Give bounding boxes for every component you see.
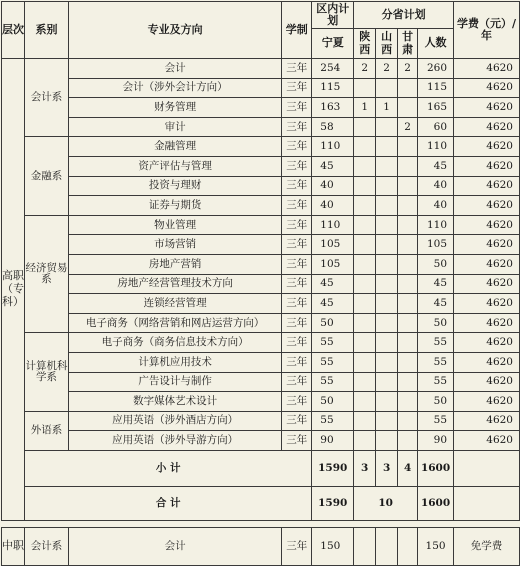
ningxia-cell: 50 xyxy=(312,392,354,412)
gansu-cell xyxy=(398,254,418,274)
table-row xyxy=(2,352,520,372)
total-cell: 90 xyxy=(418,431,454,451)
department-cell: 计算机科学系 xyxy=(25,333,69,411)
department-cell: 会计系 xyxy=(25,59,69,137)
shaanxi-cell xyxy=(354,411,376,431)
table-row xyxy=(2,215,520,235)
table-row xyxy=(2,294,520,314)
fee-cell: 4620 xyxy=(454,392,520,412)
shanxi-cell xyxy=(376,196,398,216)
shanxi-cell xyxy=(376,372,398,392)
gansu-cell xyxy=(398,431,418,451)
shanxi-cell xyxy=(376,176,398,196)
table-row xyxy=(2,411,520,431)
major-cell: 电子商务（网络营销和网店运营方向） xyxy=(68,313,281,333)
header-shanxi: 山西 xyxy=(376,29,398,59)
shaanxi-cell xyxy=(354,156,376,176)
shaanxi-cell xyxy=(354,392,376,412)
table-row xyxy=(2,254,520,274)
total-cell: 55 xyxy=(418,352,454,372)
table-row xyxy=(2,78,520,98)
gansu-cell xyxy=(398,372,418,392)
table-row xyxy=(2,274,520,294)
ningxia-cell: 254 xyxy=(312,59,354,79)
ningxia-cell: 45 xyxy=(312,294,354,314)
fee-cell: 4620 xyxy=(454,333,520,353)
subtotal-ningxia: 1590 xyxy=(312,450,354,486)
ningxia-cell: 45 xyxy=(312,156,354,176)
shaanxi-cell xyxy=(354,294,376,314)
table-row xyxy=(2,117,520,137)
fee-cell: 4620 xyxy=(454,196,520,216)
duration-cell: 三年 xyxy=(282,117,312,137)
subtotal-gansu: 4 xyxy=(398,450,418,486)
shanxi-cell xyxy=(376,411,398,431)
zhongzhi-shanxi xyxy=(376,527,398,565)
shanxi-cell xyxy=(376,431,398,451)
duration-cell: 三年 xyxy=(282,59,312,79)
major-cell: 审计 xyxy=(68,117,281,137)
ningxia-cell: 110 xyxy=(312,215,354,235)
duration-cell: 三年 xyxy=(282,98,312,118)
fee-cell: 4620 xyxy=(454,431,520,451)
total-cell: 260 xyxy=(418,59,454,79)
ningxia-cell: 55 xyxy=(312,352,354,372)
shaanxi-cell xyxy=(354,117,376,137)
total-cell: 50 xyxy=(418,313,454,333)
shanxi-cell xyxy=(376,333,398,353)
table-body xyxy=(2,59,520,566)
shaanxi-cell: 1 xyxy=(354,98,376,118)
zhongzhi-major: 会计 xyxy=(68,527,281,565)
total-cell: 40 xyxy=(418,176,454,196)
shaanxi-cell xyxy=(354,352,376,372)
subtotal-shanxi: 3 xyxy=(376,450,398,486)
shaanxi-cell: 2 xyxy=(354,59,376,79)
ningxia-cell: 45 xyxy=(312,274,354,294)
major-cell: 金融管理 xyxy=(68,137,281,157)
header-total: 人数 xyxy=(418,29,454,59)
zhongzhi-gansu xyxy=(398,527,418,565)
shanxi-cell xyxy=(376,137,398,157)
total-cell: 55 xyxy=(418,333,454,353)
duration-cell: 三年 xyxy=(282,254,312,274)
gansu-cell xyxy=(398,333,418,353)
header-major: 专业及方向 xyxy=(68,2,281,59)
shaanxi-cell xyxy=(354,78,376,98)
shanxi-cell xyxy=(376,235,398,255)
total-cell: 60 xyxy=(418,117,454,137)
subtotal-total: 1600 xyxy=(418,450,454,486)
gansu-cell xyxy=(398,294,418,314)
ningxia-cell: 55 xyxy=(312,372,354,392)
shanxi-cell: 2 xyxy=(376,59,398,79)
zhongzhi-shaanxi xyxy=(354,527,376,565)
duration-cell: 三年 xyxy=(282,392,312,412)
ningxia-cell: 55 xyxy=(312,333,354,353)
ningxia-cell: 115 xyxy=(312,78,354,98)
shaanxi-cell xyxy=(354,137,376,157)
total-cell: 55 xyxy=(418,372,454,392)
shanxi-cell xyxy=(376,254,398,274)
duration-cell: 三年 xyxy=(282,352,312,372)
duration-cell: 三年 xyxy=(282,411,312,431)
fee-cell: 4620 xyxy=(454,137,520,157)
enrollment-plan-table xyxy=(1,1,520,566)
total-cell: 110 xyxy=(418,215,454,235)
fee-cell: 4620 xyxy=(454,313,520,333)
gansu-cell xyxy=(398,313,418,333)
table-row xyxy=(2,98,520,118)
gansu-cell xyxy=(398,98,418,118)
shanxi-cell xyxy=(376,117,398,137)
shaanxi-cell xyxy=(354,254,376,274)
duration-cell: 三年 xyxy=(282,156,312,176)
header-ningxia: 宁夏 xyxy=(312,29,354,59)
major-cell: 投资与理财 xyxy=(68,176,281,196)
header-duration: 学制 xyxy=(282,2,312,59)
duration-cell: 三年 xyxy=(282,313,312,333)
shanxi-cell xyxy=(376,313,398,333)
table-row xyxy=(2,156,520,176)
major-cell: 财务管理 xyxy=(68,98,281,118)
fee-cell: 4620 xyxy=(454,156,520,176)
shaanxi-cell xyxy=(354,313,376,333)
major-cell: 电子商务（商务信息技术方向） xyxy=(68,333,281,353)
fee-cell: 4620 xyxy=(454,274,520,294)
grandtotal-label: 合 计 xyxy=(25,486,312,520)
duration-cell: 三年 xyxy=(282,294,312,314)
duration-cell: 三年 xyxy=(282,372,312,392)
grandtotal-row xyxy=(2,486,520,520)
table-row xyxy=(2,372,520,392)
ningxia-cell: 105 xyxy=(312,254,354,274)
major-cell: 广告设计与制作 xyxy=(68,372,281,392)
subtotal-label: 小 计 xyxy=(25,450,312,486)
fee-cell: 4620 xyxy=(454,294,520,314)
duration-cell: 三年 xyxy=(282,176,312,196)
duration-cell: 三年 xyxy=(282,137,312,157)
ningxia-cell: 40 xyxy=(312,176,354,196)
header-shaanxi: 陕西 xyxy=(354,29,376,59)
table-row xyxy=(2,313,520,333)
table-row xyxy=(2,137,520,157)
major-cell: 计算机应用技术 xyxy=(68,352,281,372)
total-cell: 110 xyxy=(418,137,454,157)
major-cell: 应用英语（涉外酒店方向） xyxy=(68,411,281,431)
header-level: 层次 xyxy=(2,2,25,59)
gansu-cell xyxy=(398,196,418,216)
fee-cell: 4620 xyxy=(454,352,520,372)
grandtotal-ningxia: 1590 xyxy=(312,486,354,520)
gansu-cell: 2 xyxy=(398,117,418,137)
total-cell: 40 xyxy=(418,196,454,216)
table-row xyxy=(2,333,520,353)
major-cell: 会计 xyxy=(68,59,281,79)
header-department: 系别 xyxy=(25,2,69,59)
major-cell: 数字媒体艺术设计 xyxy=(68,392,281,412)
shaanxi-cell xyxy=(354,372,376,392)
header-fee: 学费（元）/年 xyxy=(454,2,520,59)
duration-cell: 三年 xyxy=(282,196,312,216)
subtotal-row xyxy=(2,450,520,486)
shaanxi-cell xyxy=(354,196,376,216)
ningxia-cell: 50 xyxy=(312,313,354,333)
gansu-cell xyxy=(398,235,418,255)
fee-cell: 4620 xyxy=(454,372,520,392)
ningxia-cell: 90 xyxy=(312,431,354,451)
major-cell: 证券与期货 xyxy=(68,196,281,216)
zhongzhi-ningxia: 150 xyxy=(312,527,354,565)
gansu-cell: 2 xyxy=(398,59,418,79)
major-cell: 房地产营销 xyxy=(68,254,281,274)
major-cell: 应用英语（涉外导游方向） xyxy=(68,431,281,451)
major-cell: 连锁经营管理 xyxy=(68,294,281,314)
total-cell: 55 xyxy=(418,411,454,431)
shaanxi-cell xyxy=(354,274,376,294)
fee-cell: 4620 xyxy=(454,117,520,137)
major-cell: 市场营销 xyxy=(68,235,281,255)
ningxia-cell: 163 xyxy=(312,98,354,118)
gansu-cell xyxy=(398,176,418,196)
duration-cell: 三年 xyxy=(282,78,312,98)
total-cell: 45 xyxy=(418,156,454,176)
shanxi-cell xyxy=(376,156,398,176)
table-row xyxy=(2,392,520,412)
shanxi-cell xyxy=(376,294,398,314)
duration-cell: 三年 xyxy=(282,215,312,235)
shanxi-cell xyxy=(376,392,398,412)
shaanxi-cell xyxy=(354,176,376,196)
gansu-cell xyxy=(398,78,418,98)
table-row xyxy=(2,176,520,196)
ningxia-cell: 55 xyxy=(312,411,354,431)
fee-cell: 4620 xyxy=(454,411,520,431)
ningxia-cell: 110 xyxy=(312,137,354,157)
gansu-cell xyxy=(398,274,418,294)
fee-cell: 4620 xyxy=(454,235,520,255)
separator-cell xyxy=(2,520,520,527)
major-cell: 物业管理 xyxy=(68,215,281,235)
shanxi-cell xyxy=(376,274,398,294)
header-in-region: 区内计划 xyxy=(312,2,354,29)
fee-cell: 4620 xyxy=(454,78,520,98)
fee-cell: 4620 xyxy=(454,254,520,274)
shaanxi-cell xyxy=(354,215,376,235)
table-row xyxy=(2,196,520,216)
gansu-cell xyxy=(398,137,418,157)
shaanxi-cell xyxy=(354,431,376,451)
fee-cell: 4620 xyxy=(454,215,520,235)
fee-cell: 4620 xyxy=(454,98,520,118)
department-cell: 金融系 xyxy=(25,137,69,215)
table-row xyxy=(2,431,520,451)
shanxi-cell xyxy=(376,352,398,372)
zhongzhi-fee: 免学费 xyxy=(454,527,520,565)
table-row xyxy=(2,235,520,255)
ningxia-cell: 58 xyxy=(312,117,354,137)
duration-cell: 三年 xyxy=(282,333,312,353)
total-cell: 45 xyxy=(418,274,454,294)
total-cell: 45 xyxy=(418,294,454,314)
zhongzhi-row xyxy=(2,527,520,565)
zhongzhi-duration: 三年 xyxy=(282,527,312,565)
zhongzhi-department: 会计系 xyxy=(25,527,69,565)
header-gansu: 甘肃 xyxy=(398,29,418,59)
major-cell: 房地产经营管理技术方向 xyxy=(68,274,281,294)
total-cell: 115 xyxy=(418,78,454,98)
level-gaozhi-cell: 高职（专科） xyxy=(2,59,25,521)
header-provincial: 分省计划 xyxy=(354,2,454,29)
subtotal-fee xyxy=(454,450,520,486)
subtotal-shaanxi: 3 xyxy=(354,450,376,486)
department-cell: 外语系 xyxy=(25,411,69,450)
gansu-cell xyxy=(398,215,418,235)
duration-cell: 三年 xyxy=(282,274,312,294)
shaanxi-cell xyxy=(354,333,376,353)
major-cell: 会计（涉外会计方向） xyxy=(68,78,281,98)
zhongzhi-total: 150 xyxy=(418,527,454,565)
total-cell: 105 xyxy=(418,235,454,255)
ningxia-cell: 40 xyxy=(312,196,354,216)
total-cell: 50 xyxy=(418,254,454,274)
total-cell: 165 xyxy=(418,98,454,118)
section-separator xyxy=(2,520,520,527)
grandtotal-total: 1600 xyxy=(418,486,454,520)
ningxia-cell: 105 xyxy=(312,235,354,255)
grandtotal-provincial: 10 xyxy=(354,486,418,520)
duration-cell: 三年 xyxy=(282,235,312,255)
grandtotal-fee xyxy=(454,486,520,520)
shaanxi-cell xyxy=(354,235,376,255)
total-cell: 50 xyxy=(418,392,454,412)
fee-cell: 4620 xyxy=(454,59,520,79)
duration-cell: 三年 xyxy=(282,431,312,451)
shanxi-cell xyxy=(376,78,398,98)
table-row xyxy=(2,59,520,79)
department-cell: 经济贸易系 xyxy=(25,215,69,333)
fee-cell: 4620 xyxy=(454,176,520,196)
gansu-cell xyxy=(398,352,418,372)
gansu-cell xyxy=(398,411,418,431)
gansu-cell xyxy=(398,392,418,412)
shanxi-cell: 1 xyxy=(376,98,398,118)
shanxi-cell xyxy=(376,215,398,235)
level-zhongzhi-cell: 中职 xyxy=(2,527,25,565)
major-cell: 资产评估与管理 xyxy=(68,156,281,176)
gansu-cell xyxy=(398,156,418,176)
